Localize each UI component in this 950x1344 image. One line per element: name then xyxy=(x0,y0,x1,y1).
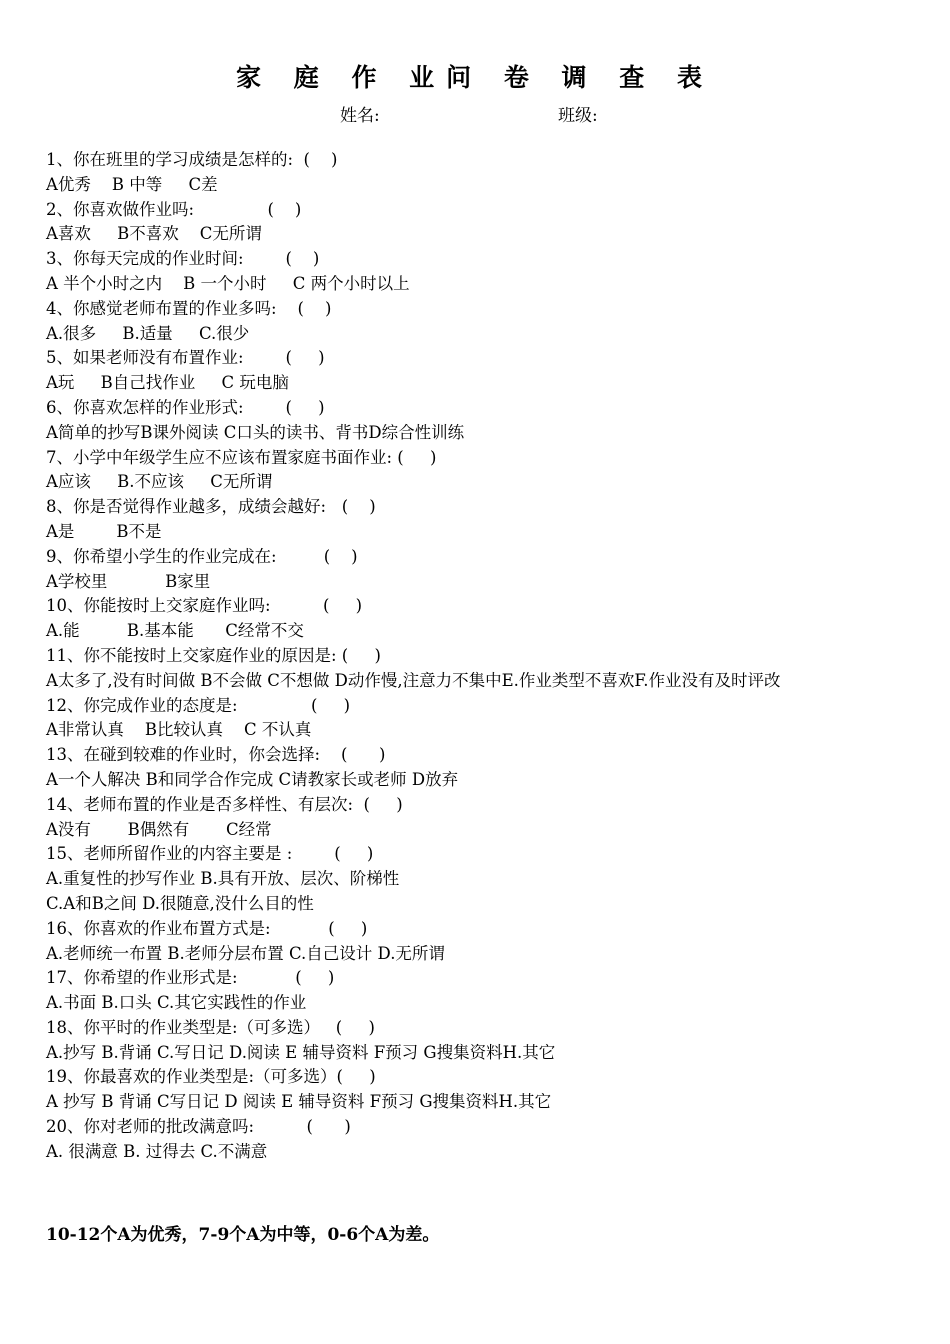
question-5: 5、如果老师没有布置作业: ( ) xyxy=(46,348,325,368)
question-3: 3、你每天完成的作业时间: ( ) xyxy=(46,249,320,269)
page-title: 家 庭 作 业问 卷 调 查 表 xyxy=(236,63,714,92)
options-10: A.能 B.基本能 C经常不交 xyxy=(46,621,304,641)
options-6: A简单的抄写B课外阅读 C口头的读书、背书D综合性训练 xyxy=(46,422,465,442)
class-label: 班级: xyxy=(558,106,598,126)
question-14: 14、老师布置的作业是否多样性、有层次: ( ) xyxy=(46,794,403,814)
options-4: A.很多 B.适量 C.很少 xyxy=(46,323,250,343)
options-12: A非常认真 B比较认真 C 不认真 xyxy=(46,720,312,740)
question-10: 10、你能按时上交家庭作业吗: ( ) xyxy=(46,596,363,616)
question-19: 19、你最喜欢的作业类型是:（可多选）( ) xyxy=(46,1067,376,1087)
options-9: A学校里 B家里 xyxy=(46,571,211,591)
options-14: A没有 B偶然有 C经常 xyxy=(46,819,272,839)
question-4: 4、你感觉老师布置的作业多吗: ( ) xyxy=(46,298,332,318)
question-list xyxy=(46,148,914,1165)
options-2: A喜欢 B不喜欢 C无所谓 xyxy=(46,224,262,244)
question-18: 18、你平时的作业类型是:（可多选） ( ) xyxy=(46,1017,375,1037)
question-20: 20、你对老师的批改满意吗: ( ) xyxy=(46,1117,351,1137)
question-8: 8、你是否觉得作业越多，成绩会越好: ( ) xyxy=(46,497,376,517)
question-16: 16、你喜欢的作业布置方式是: ( ) xyxy=(46,918,368,938)
question-17: 17、你希望的作业形式是: ( ) xyxy=(46,968,335,988)
question-1: 1、你在班里的学习成绩是怎样的: ( ) xyxy=(46,150,338,169)
question-7: 7、小学中年级学生应不应该布置家庭书面作业: ( ) xyxy=(46,447,437,467)
options-15a: A.重复性的抄写作业 B.具有开放、层次、阶梯性 xyxy=(46,869,400,889)
options-13: A一个人解决 B和同学合作完成 C请教家长或老师 D放弃 xyxy=(46,769,459,789)
options-5: A玩 B自己找作业 C 玩电脑 xyxy=(46,373,289,393)
options-20: A. 很满意 B. 过得去 C.不满意 xyxy=(46,1141,268,1161)
scoring-note: 10-12个A为优秀，7-9个A为中等，0-6个A为差。 xyxy=(46,1225,440,1245)
options-17: A.书面 B.口头 C.其它实践性的作业 xyxy=(46,993,307,1013)
options-3: A 半个小时之内 B 一个小时 C 两个小时以上 xyxy=(46,273,410,293)
question-6: 6、你喜欢怎样的作业形式: ( ) xyxy=(46,397,325,417)
question-11: 11、你不能按时上交家庭作业的原因是: ( ) xyxy=(46,645,381,665)
options-15b: C.A和B之间 D.很随意,没什么目的性 xyxy=(46,893,314,913)
options-8: A是 B不是 xyxy=(46,521,162,541)
name-label: 姓名: xyxy=(340,106,380,126)
options-18: A.抄写 B.背诵 C.写日记 D.阅读 E 辅导资料 F预习 G搜集资料H.其它 xyxy=(46,1042,556,1062)
question-2: 2、你喜欢做作业吗: ( ) xyxy=(46,199,302,219)
options-7: A应该 B.不应该 C无所谓 xyxy=(46,472,273,492)
options-19: A 抄写 B 背诵 C写日记 D 阅读 E 辅导资料 F预习 G搜集资料H.其它 xyxy=(46,1092,552,1112)
options-1: A优秀 B 中等 C差 xyxy=(46,174,218,194)
question-9: 9、你希望小学生的作业完成在: ( ) xyxy=(46,546,358,566)
question-15: 15、老师所留作业的内容主要是 : ( ) xyxy=(46,844,374,864)
options-11: A太多了,没有时间做 B不会做 C不想做 D动作慢,注意力不集中E.作业类型不喜欢F.作业没有及时评改 xyxy=(46,670,781,690)
question-13: 13、在碰到较难的作业时，你会选择: ( ) xyxy=(46,745,386,765)
question-12: 12、你完成作业的态度是: ( ) xyxy=(46,695,351,715)
options-16: A.老师统一布置 B.老师分层布置 C.自己设计 D.无所谓 xyxy=(46,943,445,963)
